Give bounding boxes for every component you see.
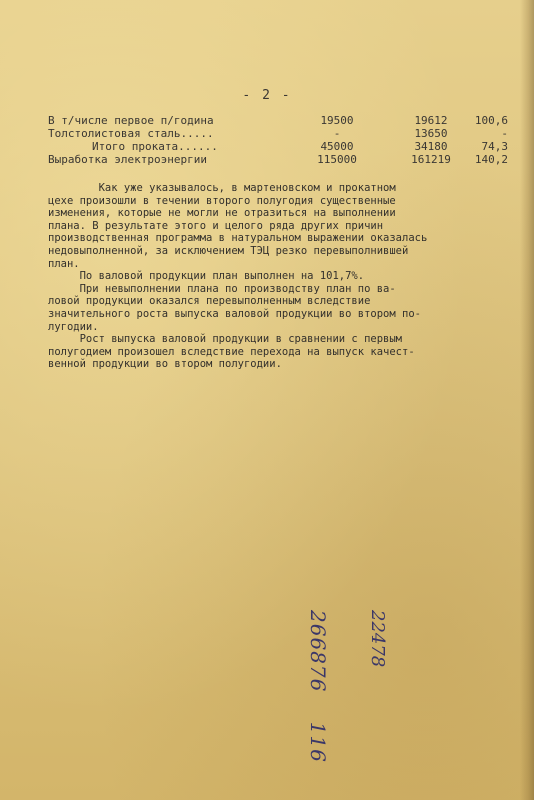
text-line: производственная программа в натуральном выражении оказалась — [48, 232, 428, 245]
table-row — [48, 114, 508, 127]
text-line: При невыполнении плана по производству план по ва- — [48, 282, 396, 295]
handwritten-sheet-number: 22478 — [367, 610, 388, 668]
table-row — [48, 153, 508, 166]
text-line: Рост выпуска валовой продукции в сравнении с первым — [48, 333, 403, 346]
text-line: значительного роста выпуска валовой продукции во втором по- — [48, 307, 421, 320]
text-line: план. — [48, 257, 80, 270]
production-table — [48, 114, 508, 166]
text-line: полугодием произошел вследствие перехода на выпуск качест- — [48, 345, 415, 358]
actual-value: 13650 — [414, 127, 448, 140]
text-line: По валовой продукции план выполнен на 101,7%. — [48, 270, 365, 283]
actual-value: 34180 — [414, 140, 448, 153]
actual-value: 161219 — [411, 153, 451, 166]
text-line: ловой продукции оказался перевыполненным вследствие — [48, 295, 371, 308]
text-line: изменения, которые не могли не отразиться на выполнении — [48, 207, 396, 220]
text-line: лугодии. — [48, 320, 99, 333]
plan-value: 19500 — [320, 114, 354, 127]
archive-number: 266876 — [306, 610, 330, 693]
percent-value: 140,2 — [474, 153, 508, 166]
table-row — [48, 140, 508, 153]
row-label: Итого проката...... — [92, 140, 218, 153]
handwritten-archive-number — [306, 610, 330, 763]
text-line: недовыполненной, за исключением ТЭЦ резко перевыполнившей — [48, 244, 409, 257]
page-edge-shadow — [520, 0, 534, 800]
page-number: - 2 - — [242, 88, 292, 103]
folio-number: 116 — [306, 721, 330, 763]
text-line: цехе произошли в течении второго полугодия существенные — [48, 194, 396, 207]
row-label: Выработка электроэнергии — [48, 153, 207, 166]
percent-value: 74,3 — [481, 140, 508, 153]
plan-value: - — [333, 127, 341, 140]
actual-value: 19612 — [414, 114, 448, 127]
plan-value: 115000 — [317, 153, 357, 166]
percent-value: - — [501, 127, 508, 140]
percent-value: 100,6 — [474, 114, 508, 127]
text-line: плана. В результате этого и целого ряда других причин — [48, 219, 384, 232]
row-label: Толстолистовая сталь..... — [48, 127, 214, 140]
body-text — [48, 182, 514, 371]
row-label: В т/числе первое п/година — [48, 114, 214, 127]
table-row — [48, 127, 508, 140]
text-line: Как уже указывалось, в мартеновском и прокатном — [48, 182, 396, 194]
plan-value: 45000 — [320, 140, 354, 153]
text-line: венной продукции во втором полугодии. — [48, 358, 282, 371]
